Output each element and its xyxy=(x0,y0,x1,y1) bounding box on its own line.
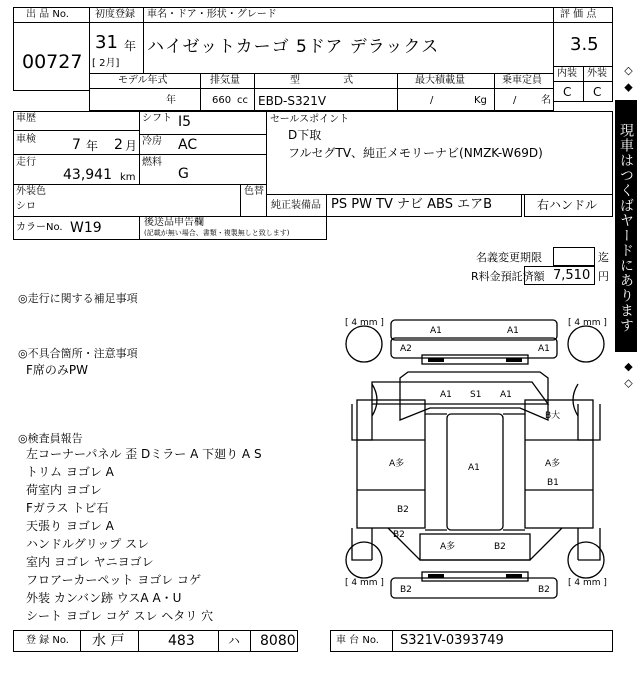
sales-point-1: D下取 xyxy=(288,128,322,142)
inspector-line-4: Fガラス トビ石 xyxy=(26,501,109,515)
inspector-line-1: 左コーナーパネル 歪 Dミラー A 下廻り A S xyxy=(26,447,262,461)
car-damage-diagram xyxy=(338,312,614,628)
inspector-title: ◎検査員報告 xyxy=(18,432,83,445)
lot-number: 00727 xyxy=(22,51,83,73)
inspector-line-10: シート ヨゴレ コゲ スレ ヘタリ 穴 xyxy=(26,609,214,623)
inspector-line-2: トリム ヨゴレ A xyxy=(26,465,114,479)
rating-value: 3.5 xyxy=(570,34,599,55)
fuel-value: G xyxy=(178,166,189,182)
inspector-line-7: 室内 ヨゴレ ヤニヨゴレ xyxy=(26,555,154,569)
max-load-sep: / xyxy=(430,95,434,106)
model-year-unit: 年 xyxy=(166,95,176,106)
side-banner-text: 現車はつくばヤードにあります xyxy=(618,123,634,333)
ac-label: 冷房 xyxy=(142,136,162,147)
displacement-value: 660 xyxy=(212,95,232,106)
damage-mark: A1 xyxy=(440,390,452,400)
first-reg-month: [ 2月] xyxy=(92,58,120,69)
tire-tread-bottom-left: [ 4 mm ] xyxy=(345,578,384,588)
color-no-value: W19 xyxy=(70,220,102,236)
reg-class: 483 xyxy=(168,633,195,649)
damage-mark: A多 xyxy=(545,459,561,469)
chassis-label: 車 台 No. xyxy=(336,635,379,646)
max-load-label: 最大積載量 xyxy=(415,75,465,86)
damage-mark: A多 xyxy=(440,542,456,552)
inspection-label: 車検 xyxy=(16,134,36,145)
damage-mark: A2 xyxy=(400,344,412,354)
reg-number: 8080 xyxy=(260,633,296,649)
mileage-value: 43,941 xyxy=(63,167,112,183)
name-change-unit: 迄 xyxy=(598,251,609,264)
damage-mark: A1 xyxy=(500,390,512,400)
model-year-label: モデル年式 xyxy=(118,75,168,86)
fuel-label: 燃料 xyxy=(142,157,162,168)
color-change-label: 色替 xyxy=(244,186,264,197)
inspection-month-unit: 月 xyxy=(125,139,138,153)
mileage-unit: km xyxy=(120,172,136,183)
damage-mark: B大 xyxy=(545,411,561,421)
lot-no-label: 出 品 No. xyxy=(26,9,69,20)
car-name-label: 車名・ドア・形状・グレード xyxy=(147,9,277,20)
first-reg-label: 初度登録 xyxy=(95,9,135,20)
name-change-label: 名義変更期限 xyxy=(476,251,542,264)
damage-mark: B2 xyxy=(494,542,506,552)
exterior-grade: C xyxy=(593,85,602,99)
equipment-value: PS PW TV ナビ ABS エアB xyxy=(331,197,493,212)
steering-value: 右ハンドル xyxy=(537,198,598,212)
defects-title: ◎不具合箇所・注意事項 xyxy=(18,347,138,360)
docs-note: (記載が無い場合、書類・複製無しと致します) xyxy=(144,229,290,237)
displacement-unit: cc xyxy=(237,95,248,106)
name-change-box xyxy=(553,247,595,266)
damage-mark: A1 xyxy=(507,326,519,336)
inspector-line-5: 天張り ヨゴレ A xyxy=(26,519,114,533)
shift-label: シフト xyxy=(142,113,172,124)
chassis-number: S321V-0393749 xyxy=(400,633,504,648)
tire-tread-top-left: [ 4 mm ] xyxy=(345,318,384,328)
damage-mark: B1 xyxy=(547,478,559,488)
inspector-line-8: フロアーカーペット ヨゴレ コゲ xyxy=(26,573,202,587)
equipment-label: 純正装備品 xyxy=(271,200,321,211)
tire-tread-bottom-right: [ 4 mm ] xyxy=(568,578,607,588)
rating-label: 評 価 点 xyxy=(560,9,597,20)
displacement-label: 排気量 xyxy=(210,75,240,86)
shift-value: I5 xyxy=(178,114,192,130)
details-box xyxy=(13,111,267,217)
damage-mark: B2 xyxy=(393,530,405,540)
inspection-year-unit: 年 xyxy=(86,139,99,153)
sales-point-2: フルセグTV、純正メモリーナビ(NMZK-W69D) xyxy=(288,146,543,160)
first-reg-year: 31 xyxy=(95,32,118,53)
damage-mark: B2 xyxy=(400,585,412,595)
damage-mark: A1 xyxy=(468,463,480,473)
interior-grade: C xyxy=(563,85,572,99)
defect-1: F席のみPW xyxy=(26,363,89,377)
first-reg-year-unit: 年 xyxy=(124,39,137,53)
damage-mark: S1 xyxy=(470,390,482,400)
max-load-unit: Kg xyxy=(474,95,487,106)
reg-city: 水 戸 xyxy=(92,633,125,649)
exterior-label: 外装 xyxy=(587,68,607,79)
tire-tread-top-right: [ 4 mm ] xyxy=(568,318,607,328)
damage-mark: A1 xyxy=(538,344,550,354)
recycle-value: 7,510 xyxy=(553,268,591,283)
ext-color-value: シロ xyxy=(16,201,36,212)
sales-point-label: セールスポイント xyxy=(270,114,350,125)
car-name: ハイゼットカーゴ 5ドア デラックス xyxy=(147,37,440,57)
recycle-label: R料金預託済額 xyxy=(471,270,545,283)
side-diamonds-top: ◇ ◆ xyxy=(622,64,635,94)
docs-label: 後送品申告欄 xyxy=(144,217,204,228)
mileage-label: 走行 xyxy=(16,157,36,168)
color-no-label: カラーNo. xyxy=(16,222,63,233)
damage-mark: B2 xyxy=(538,585,550,595)
damage-mark: B2 xyxy=(397,505,409,515)
interior-label: 内装 xyxy=(557,68,577,79)
capacity-unit: 名 xyxy=(541,95,551,106)
ac-value: AC xyxy=(178,137,198,153)
ext-color-label: 外装色 xyxy=(16,186,46,197)
inspector-line-9: 外装 カンバン跡 ウスA A・U xyxy=(26,591,182,605)
inspection-year: 7 xyxy=(72,137,81,153)
damage-mark: A多 xyxy=(389,459,405,469)
inspector-line-6: ハンドルグリップ スレ xyxy=(26,537,150,551)
capacity-sep: / xyxy=(513,95,517,106)
driving-title: ◎走行に関する補足事項 xyxy=(18,292,138,305)
model-label: 型 式 xyxy=(290,75,354,86)
inspector-line-3: 荷室内 ヨゴレ xyxy=(26,483,102,497)
history-label: 車歴 xyxy=(16,113,36,124)
model-code: EBD-S321V xyxy=(258,94,327,108)
reg-kana: ハ xyxy=(228,634,241,648)
damage-mark: A1 xyxy=(430,326,442,336)
capacity-label: 乗車定員 xyxy=(502,75,542,86)
recycle-unit: 円 xyxy=(598,270,609,283)
side-diamonds-bottom: ◆ ◇ xyxy=(622,360,635,390)
reg-label: 登 録 No. xyxy=(26,635,69,646)
inspection-month: 2 xyxy=(114,137,123,153)
